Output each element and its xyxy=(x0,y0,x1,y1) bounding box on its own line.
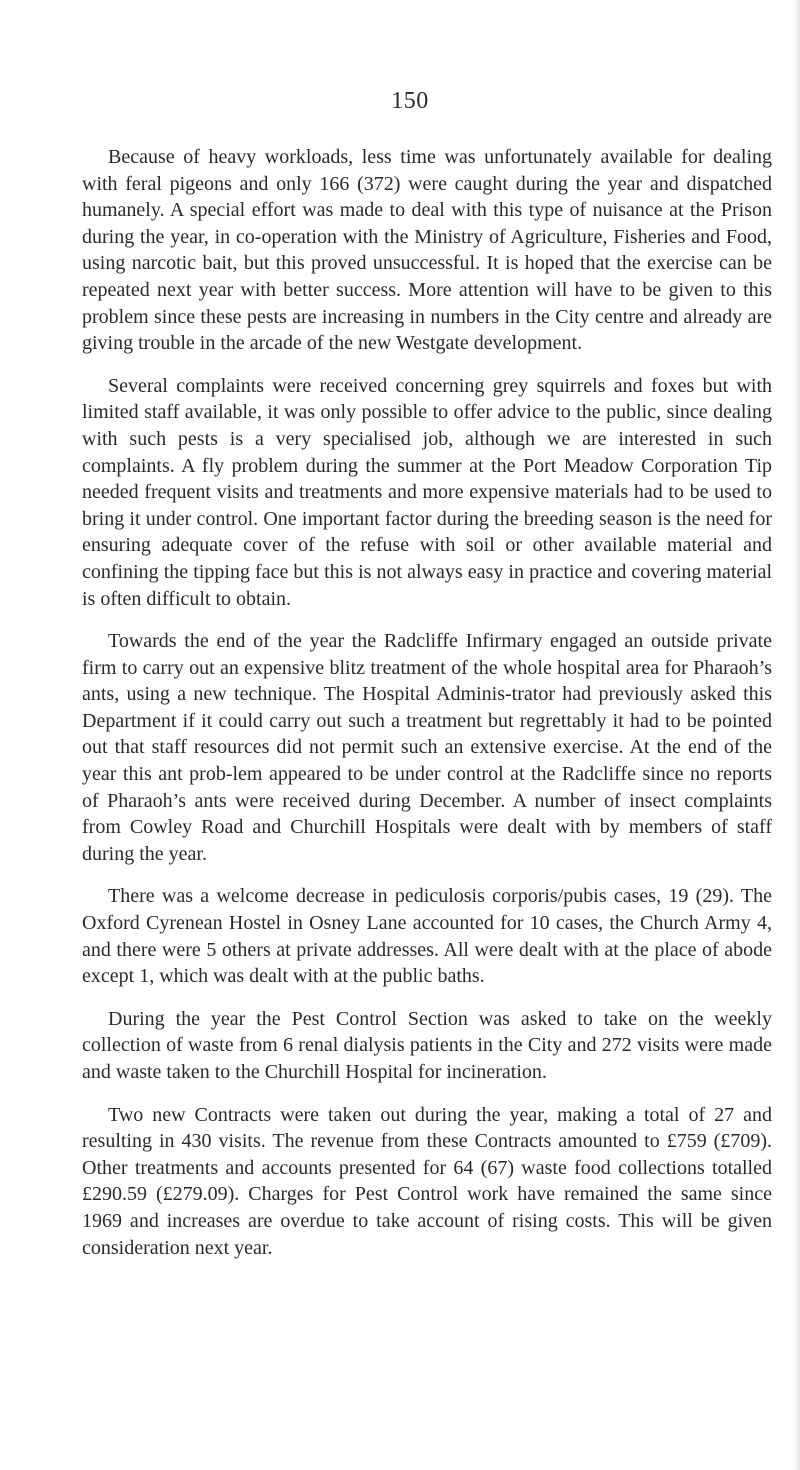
page-edge-shadow xyxy=(794,0,800,1470)
paragraph-pharaohs-ants: Towards the end of the year the Radcliffe Infirmary engaged an outside private firm to carry out an expensive blitz treatment of the whole hospital area for Pharaoh’s ants, using a new technique. The Hospital Adminis-trator had previously asked this Department if it could carry out such a treatment but regrettably it had to be pointed out that staff resources did not permit such an extensive exercise. At the end of the year this ant prob-lem appeared to be under control at the Radcliffe since no reports of Pharaoh’s ants were received during December. A number of insect complaints from Cowley Road and Churchill Hospitals were dealt with by members of staff during the year. xyxy=(82,630,772,865)
body-text xyxy=(82,144,772,1277)
paragraph-dialysis-waste: During the year the Pest Control Section was asked to take on the weekly collection of waste from 6 renal dialysis patients in the City and 272 visits were made and waste taken to the Churchill Hospital for incineration. xyxy=(82,1007,772,1083)
paragraph-pediculosis: There was a welcome decrease in pediculosis corporis/pubis cases, 19 (29). The Oxford Cyrenean Hostel in Osney Lane accounted for 10 cases, the Church Army 4, and there were 5 others at private addresses. All were dealt with at the place of abode except 1, which was dealt with at the public baths. xyxy=(82,885,772,988)
paragraph-contracts-revenue: Two new Contracts were taken out during the year, making a total of 27 and resulting in 430 visits. The revenue from these Contracts amounted to £759 (£709). Other treatments and accounts presented for 64 (67) waste food collections totalled £290.59 (£279.09). Charges for Pest Control work have remained the same since 1969 and increases are overdue to take account of rising costs. This will be given consideration next year. xyxy=(82,1103,772,1259)
paragraph-feral-pigeons: Because of heavy workloads, less time was unfortunately available for dealing with feral pigeons and only 166 (372) were caught during the year and dispatched humanely. A special effort was made to deal with this type of nuisance at the Prison during the year, in co-operation with the Ministry of Agriculture, Fisheries and Food, using narcotic bait, but this proved unsuccessful. It is hoped that the exercise can be repeated next year with better success. More attention will have to be given to this problem since these pests are increasing in numbers in the City centre and already are giving trouble in the arcade of the new Westgate development. xyxy=(82,146,772,355)
page-number: 150 xyxy=(391,88,429,114)
paragraph-squirrels-foxes-flies: Several complaints were received concerning grey squirrels and foxes but with limited staff available, it was only possible to offer advice to the public, since dealing with such pests is a very specialised job, although we are interested in such complaints. A fly problem during the summer at the Port Meadow Corporation Tip needed frequent visits and treatments and more expensive materials had to be used to bring it under control. One important factor during the breeding season is the need for ensuring adequate cover of the refuse with soil or other available material and confining the tipping face but this is not always easy in practice and covering material is often difficult to obtain. xyxy=(82,374,772,610)
